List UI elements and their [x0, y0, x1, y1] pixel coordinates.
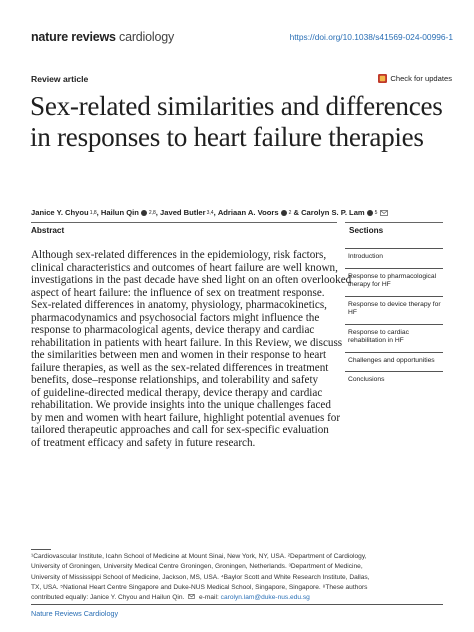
orcid-icon[interactable] [281, 210, 287, 216]
check-updates-button[interactable] [378, 74, 452, 83]
author-affiliation-sup: 1,8 [89, 209, 97, 216]
author-affiliation-sup: 2,8 [148, 209, 156, 216]
affiliation-line: University of Mississippi School of Medicine, Jackson, MS, USA. ⁴Baylor Scott and White Research Institute, Dallas, [31, 573, 370, 581]
author-name[interactable]: Adriaan A. Voors [217, 208, 279, 217]
abstract-body [31, 249, 352, 449]
check-updates-label: Check for updates [390, 74, 452, 83]
abstract-line: Sex-related differences in anatomy, physiology, pharmacokinetics, [31, 299, 327, 311]
section-link-introduction[interactable]: Introduction [345, 248, 443, 268]
affiliation-line: ¹Cardiovascular Institute, Icahn School of Medicine at Mount Sinai, New York, NY, USA. ²Department of Cardiology, [31, 553, 367, 560]
orcid-icon[interactable] [367, 210, 373, 216]
abstract-line: benefits, dose–response relationships, and tolerability and safety [31, 374, 319, 386]
article-title: Sex-related similarities and differences in responses to heart failure therapies [30, 91, 443, 152]
abstract-heading: Abstract [31, 226, 65, 235]
journal-brand [31, 30, 174, 44]
abstract-line: of guideline-directed medical therapy, device therapy and cardiac [31, 386, 323, 399]
section-link-pharmacological[interactable]: Response to pharmacological therapy for HF [345, 268, 443, 296]
section-link-device[interactable]: Response to device therapy for HF [345, 296, 443, 324]
sections-nav [345, 248, 443, 391]
sections-divider [345, 222, 443, 223]
abstract-line: pharmacodynamics and psychosocial factors might influence the [31, 311, 320, 324]
orcid-icon[interactable] [141, 210, 147, 216]
author-separator: , [155, 208, 161, 217]
author-separator: & [291, 208, 302, 217]
author-name[interactable]: Hailun Qin [100, 208, 139, 217]
section-link-conclusions[interactable]: Conclusions [345, 371, 443, 391]
author-list [31, 208, 388, 217]
abstract-line: rehabilitation. We provide insights into the unique challenges faced [31, 399, 331, 411]
author-affiliation-sup: 3,4 [206, 209, 214, 216]
abstract-line: of treatment efficacy and safety in future research. [31, 436, 256, 449]
abstract-line: failure therapies, as well as the sex-related differences in treatment [31, 361, 329, 374]
doi-link[interactable]: https://doi.org/10.1038/s41569-024-00996-1 [289, 32, 453, 42]
affiliation-line: TX, USA. ⁵National Heart Centre Singapore and Duke-NUS Medical School, Singapore, Singapore. ⁸These authors [31, 583, 368, 591]
affiliation-line: University of Groningen, University Medical Centre Groningen, Groningen, Netherlands. ³Department of Medicine, [31, 563, 363, 571]
equal-contribution-note: contributed equally: Janice Y. Chyou and Hailun Qin. [31, 594, 185, 602]
sections-heading: Sections [349, 226, 384, 235]
author-affiliation-sup: 5 [374, 209, 378, 216]
footer-divider [31, 604, 443, 605]
author-separator: , [213, 208, 218, 217]
abstract-line: investigations in the past decade have shed light on an often overlooked [31, 274, 352, 286]
abstract-line: the similarities between men and women in their response to heart [31, 349, 327, 361]
check-updates-icon [378, 74, 387, 83]
abstract-line: clinical characteristics and outcomes of heart failure are well known, [31, 261, 338, 274]
article-type-label: Review article [31, 74, 89, 84]
section-link-rehabilitation[interactable]: Response to cardiac rehabilitation in HF [345, 324, 443, 352]
author-name[interactable]: Carolyn S. P. Lam [301, 208, 365, 217]
author-name[interactable]: Javed Butler [160, 208, 206, 217]
abstract-line: Although sex-related differences in the epidemiology, risk factors, [31, 249, 327, 261]
corresponding-email-link[interactable]: carolyn.lam@duke-nus.edu.sg [220, 594, 310, 602]
abstract-line: rehabilitation in patients with heart failure. In this Review, we discuss [31, 336, 343, 349]
affiliations [31, 552, 370, 603]
abstract-line: tailored therapeutic approaches and call for sex-specific evaluation [31, 424, 329, 436]
mail-icon[interactable] [380, 210, 388, 216]
section-link-challenges[interactable]: Challenges and opportunities [345, 352, 443, 372]
author-affiliation-sup: 2 [288, 209, 292, 216]
abstract-divider [31, 222, 337, 223]
journal-name-bold: nature reviews [31, 30, 116, 44]
affiliations-divider [31, 549, 51, 550]
abstract-line: by men and women with heart failure, highlight potential avenues for [31, 411, 341, 424]
affiliation-line [31, 593, 351, 603]
abstract-line: aspect of heart failure: the influence of sex on treatment response. [31, 286, 325, 299]
email-label: e-mail: [199, 594, 219, 602]
mail-icon [188, 594, 195, 599]
footer-journal-name: Nature Reviews Cardiology [31, 609, 119, 618]
abstract-line: response to pharmacological agents, device therapy and cardiac [31, 324, 315, 336]
author-separator: , [96, 208, 101, 217]
author-name[interactable]: Janice Y. Chyou [31, 208, 89, 217]
journal-name-light: cardiology [115, 30, 174, 44]
